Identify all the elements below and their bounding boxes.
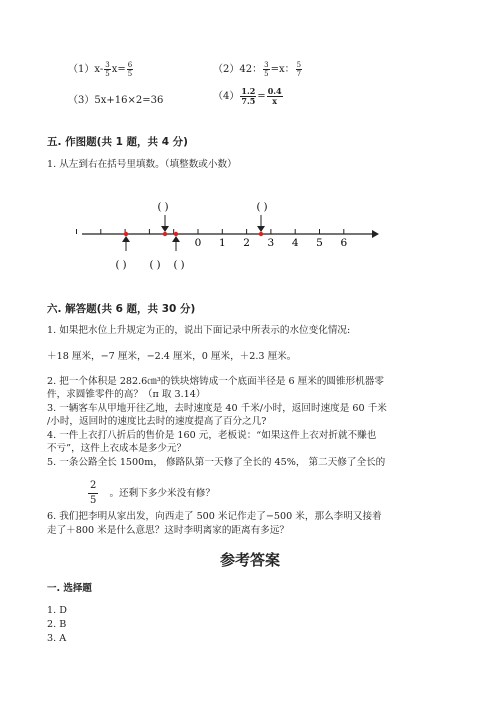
- fraction: [267, 87, 283, 106]
- top-bracket-2: [257, 202, 268, 213]
- question-text: 3. 一辆客车从甲地开往乙地，去时速度是 40 千米/小时，返回时速度是 60 千米: [47, 403, 387, 414]
- number-line-diagram: [0, 195, 500, 275]
- fraction: [240, 87, 256, 106]
- question-text: 5. 一条公路全长 1500m， 修路队第一天修了全长的 45%， 第二天修了全长的: [47, 457, 386, 468]
- numerator: 1.2: [241, 86, 256, 96]
- question-text: 走了＋800 米是什么意思？这时李明离家的距离有多远？: [47, 525, 290, 536]
- equation-label: （2）: [213, 64, 240, 75]
- equation-2: [213, 60, 303, 78]
- denominator: 5: [90, 495, 97, 506]
- equation-3: [68, 91, 163, 106]
- bottom-bracket-1: [116, 260, 127, 271]
- axis-arrow-icon: [372, 230, 379, 238]
- equation-label: （3）: [68, 95, 95, 106]
- point-marker: [124, 232, 128, 236]
- section-heading: 六. 解答题(共 6 题，共 30 分): [47, 303, 196, 315]
- equation-label: （4）: [213, 91, 240, 102]
- point-marker: [259, 232, 263, 236]
- tick-label: 4: [291, 237, 299, 249]
- fraction: [296, 61, 302, 78]
- point-marker: [163, 232, 167, 236]
- equation-text: =: [257, 91, 266, 102]
- svg-text:( ): ( ): [256, 202, 268, 213]
- fraction: [104, 61, 110, 78]
- equation-label: （1）: [68, 64, 95, 75]
- tick-label: 3: [267, 237, 275, 249]
- q5-fraction-line: [88, 479, 215, 508]
- equation-text: x=: [111, 64, 126, 75]
- arrow-head-icon: [172, 236, 180, 242]
- answer-title: 参考答案: [219, 551, 280, 569]
- numerator: 3: [264, 61, 269, 69]
- question-text: 1. 从左到右在括号里填数。（填整数或小数）: [47, 159, 237, 170]
- svg-text:( ): ( ): [149, 260, 161, 271]
- tick-label: 1: [218, 237, 226, 249]
- question-text: 1. 如果把水位上升规定为正的，说出下面记录中所表示的水位变化情况:: [47, 325, 351, 336]
- tick-label: 6: [340, 237, 348, 249]
- numerator: 6: [127, 61, 133, 69]
- svg-text:( ): ( ): [115, 260, 127, 271]
- top-bracket-1: [158, 202, 169, 213]
- point-marker: [174, 232, 178, 236]
- denominator: 5: [264, 70, 269, 78]
- section-heading: 一. 选择题: [47, 583, 92, 594]
- equation-text: 5x+16×2=36: [94, 95, 164, 106]
- answer-item: 3. A: [47, 633, 67, 644]
- tick-label: 0: [194, 237, 202, 249]
- equation-1: [68, 60, 134, 78]
- numerator: 5: [296, 61, 302, 69]
- equation-text: x-: [94, 64, 104, 75]
- denominator: 5: [127, 70, 133, 78]
- tick-label: 5: [316, 237, 323, 249]
- denominator: x: [272, 96, 278, 106]
- question-text: 2. 把一个体积是 282.6㎝³的铁块熔铸成一个底面半径是 6 厘米的圆锥形机器零: [47, 376, 384, 387]
- svg-text:( ): ( ): [173, 260, 185, 271]
- question-text: 4. 一件上衣打八折后的售价是 160 元，老板说：“如果这件上衣对折就不赚也: [47, 430, 377, 441]
- arrow-head-icon: [161, 226, 169, 232]
- equation-text: 42：: [239, 64, 263, 75]
- numerator: 2: [88, 479, 98, 494]
- tick-label: 2: [243, 237, 250, 249]
- question-text: 6. 我们把李明从家出发，向西走了 500 米记作走了−500 米，那么李明又接着: [47, 511, 382, 522]
- equation-text: =x：: [270, 64, 295, 75]
- question-text: ＋18 厘米，−7 厘米，−2.4 厘米，0 厘米，＋2.3 厘米。: [47, 351, 297, 362]
- denominator: 7.5: [241, 96, 256, 106]
- question-text: 件，求圆锥零件的高？（π 取 3.14）: [47, 389, 206, 400]
- equation-4: [213, 87, 284, 106]
- svg-text:( ): ( ): [157, 202, 169, 213]
- numerator: 3: [105, 61, 110, 69]
- arrow-head-icon: [122, 236, 130, 242]
- arrow-head-icon: [257, 226, 265, 232]
- fraction: [263, 61, 269, 78]
- answer-item: 1. D: [47, 605, 67, 616]
- section-heading: 五. 作图题(共 1 题，共 4 分): [47, 136, 188, 148]
- bottom-bracket-2: [150, 260, 161, 271]
- question-text: 不亏”，这件上衣成本是多少元？: [47, 443, 187, 454]
- question-text: 。还剩下多少米没有修？: [109, 487, 215, 499]
- fraction: [127, 61, 133, 78]
- denominator: 7: [296, 70, 302, 78]
- denominator: 5: [105, 70, 110, 78]
- bottom-bracket-3: [174, 260, 185, 271]
- question-text: /小时，返回时的速度比去时的速度提高了百分之几?: [47, 416, 267, 427]
- fraction: [88, 479, 98, 508]
- numerator: 0.4: [267, 86, 282, 96]
- tick-marks: [77, 229, 348, 249]
- answer-item: 2. B: [47, 619, 67, 630]
